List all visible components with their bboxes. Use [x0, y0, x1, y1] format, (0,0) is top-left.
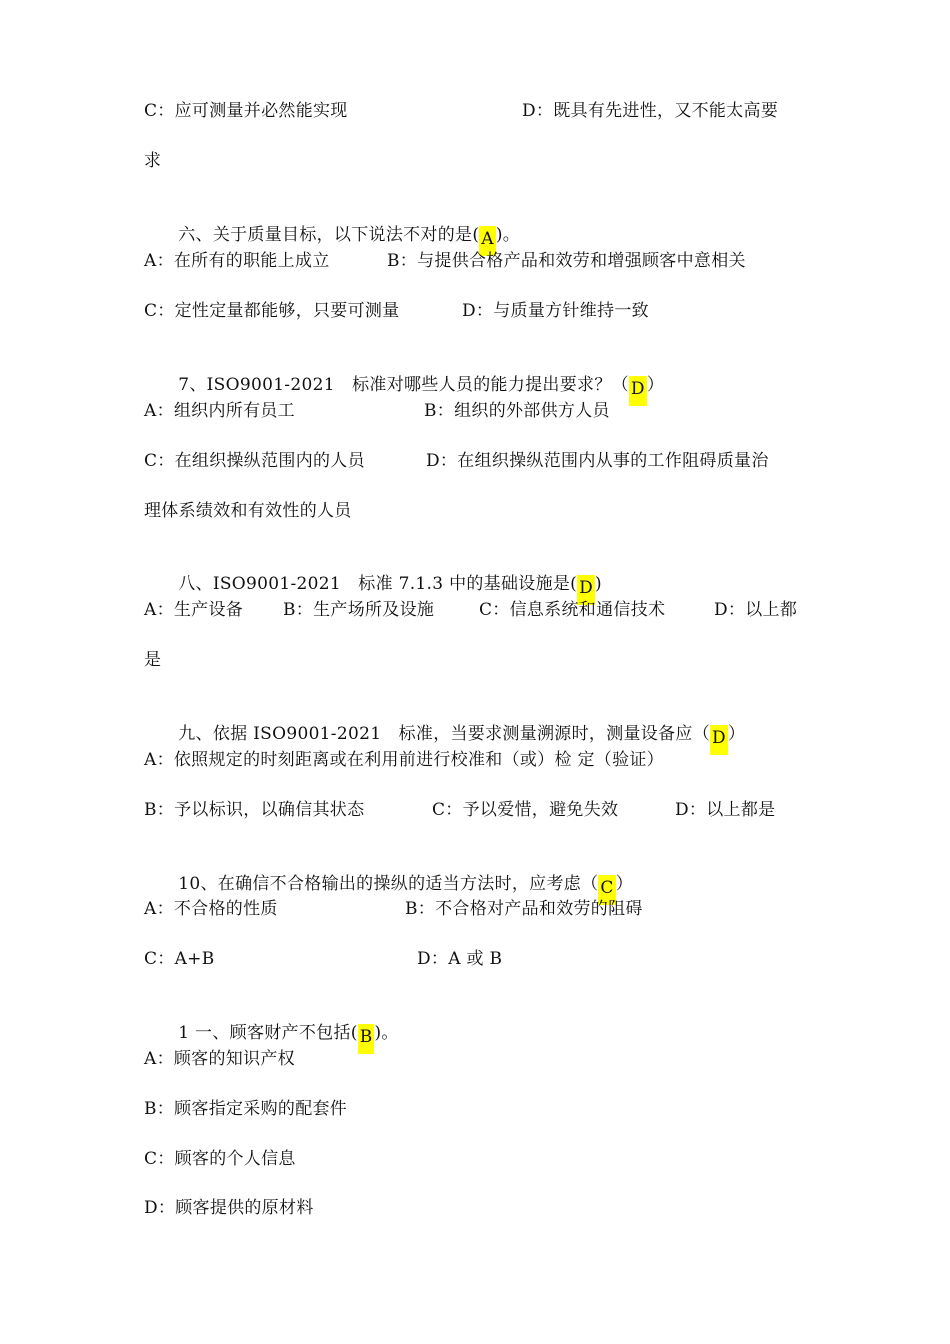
option-line — [144, 299, 649, 323]
question-text: 九、依据 ISO9001-2021 标准，当要求测量溯源时，测量设备应（ — [178, 724, 711, 744]
answer-highlight: C — [598, 875, 615, 905]
option-line — [144, 399, 610, 423]
question-line — [144, 199, 521, 249]
option-a: A：顾客的知识产权 — [144, 1049, 295, 1069]
option-d: D：顾客提供的原材料 — [144, 1198, 314, 1218]
option-c: C：信息系统和通信技术 — [479, 600, 666, 620]
question-text: 六、关于质量目标，以下说法不对的是( — [178, 225, 480, 245]
option-line-continuation — [144, 149, 167, 173]
answer-highlight: D — [577, 575, 595, 605]
option-b: B：不合格对产品和效劳的阻碍 — [405, 899, 643, 919]
option-line — [144, 1196, 314, 1220]
answer-highlight: D — [629, 376, 647, 406]
answer-highlight: B — [358, 1024, 375, 1054]
option-c: C：予以爱惜，避免失效 — [432, 800, 619, 820]
option-a: A：不合格的性质 — [144, 899, 278, 919]
option-line-continuation — [144, 499, 352, 523]
option-b: B：与提供合格产品和效劳和增强顾客中意相关 — [387, 251, 746, 271]
question-text-end: ） — [646, 375, 665, 395]
option-c: C：在组织操纵范围内的人员 — [144, 451, 365, 471]
option-continuation: 是 — [144, 650, 162, 670]
question-line — [144, 698, 746, 748]
question-text-end: ) — [595, 574, 602, 594]
option-d: D：以上都是 — [675, 800, 776, 820]
option-continuation: 求 — [144, 151, 162, 171]
option-line — [144, 449, 769, 473]
question-line — [144, 349, 665, 399]
option-line — [144, 1047, 295, 1071]
option-line — [144, 897, 643, 921]
question-text: 1 一、顾客财产不包括( — [178, 1023, 358, 1043]
question-text-end: )。 — [374, 1023, 399, 1043]
option-d: D：A 或 B — [417, 949, 503, 969]
option-b: B：生产场所及设施 — [283, 600, 435, 620]
option-c: C：应可测量并必然能实现 — [144, 101, 348, 121]
question-text: 7、ISO9001-2021 标准对哪些人员的能力提出要求？（ — [178, 375, 629, 395]
option-line — [144, 798, 776, 822]
option-c: C：定性定量都能够，只要可测量 — [144, 301, 400, 321]
question-text-end: )。 — [495, 225, 521, 245]
option-line — [144, 748, 664, 772]
option-line — [144, 249, 746, 273]
option-c: C：顾客的个人信息 — [144, 1149, 296, 1169]
option-a: A：依照规定的时刻距离或在利用前进行校准和（或）检 定（验证） — [144, 750, 664, 770]
option-continuation: 理体系绩效和有效性的人员 — [144, 501, 352, 521]
question-line — [144, 848, 633, 898]
option-a: A：生产设备 — [144, 600, 244, 620]
option-d: D：与质量方针维持一致 — [462, 301, 649, 321]
answer-highlight: A — [479, 226, 496, 256]
option-d: D：既具有先进性，又不能太高要 — [522, 101, 779, 121]
answer-highlight: D — [710, 725, 728, 755]
option-line — [144, 1097, 348, 1121]
option-c: C：A+B — [144, 949, 215, 969]
option-d: D：在组织操纵范围内从事的工作阻碍质量治 — [426, 451, 769, 471]
option-line — [144, 99, 779, 123]
option-line-continuation — [144, 648, 167, 672]
question-text: 10、在确信不合格输出的操纵的适当方法时，应考虑（ — [178, 874, 599, 894]
question-text-end: ） — [727, 724, 746, 744]
option-line — [144, 947, 503, 971]
question-line — [144, 997, 399, 1047]
option-b: B：顾客指定采购的配套件 — [144, 1099, 348, 1119]
option-d: D：以上都 — [714, 600, 798, 620]
option-line — [144, 1147, 296, 1171]
question-text: 八、ISO9001-2021 标准 7.1.3 中的基础设施是( — [178, 574, 578, 594]
option-a: A：组织内所有员工 — [144, 401, 295, 421]
option-b: B：组织的外部供方人员 — [424, 401, 610, 421]
option-a: A：在所有的职能上成立 — [144, 251, 330, 271]
question-line — [144, 548, 602, 598]
question-text-end: ） — [615, 874, 633, 894]
option-b: B：予以标识，以确信其状态 — [144, 800, 365, 820]
option-line — [144, 598, 798, 622]
